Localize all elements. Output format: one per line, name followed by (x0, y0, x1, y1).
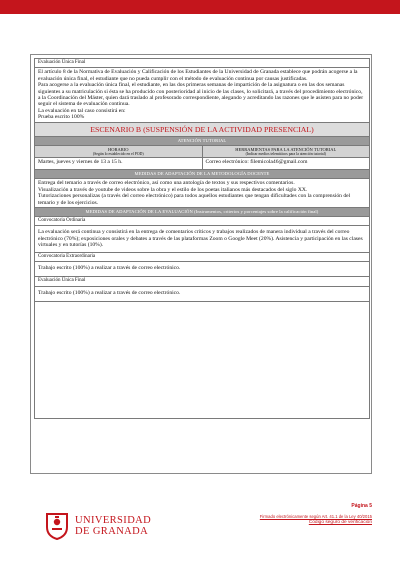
ordinary-text: La evaluación será continua y consistirá en la entrega de comentarios críticos y trabajos realizados de manera individual a través del correo electrónico (70%); exposiciones orales y debates a través de las plataformas Zoom o Google Meet (20%). Asistencia y participación en las clases virtuales y en tutorías (10%). (35, 226, 370, 252)
scenario-title: ESCENARIO B (SUSPENSIÓN DE LA ACTIVIDAD PRESENCIAL) (35, 122, 370, 136)
methodology-body-row (35, 179, 370, 208)
schedule-value: Martes, jueves y viernes de 13 a 15 h. (35, 158, 203, 170)
methodology-line-1: Entrega del temario a través de correo electrónico, así como una antología de textos y sus respectivos comentarios. (38, 180, 295, 187)
scenario-row (35, 122, 370, 136)
tutorial-columns-row (35, 145, 370, 158)
tools-column-title: HERRAMIENTAS PARA LA ATENCIÓN TUTORIAL (235, 146, 337, 152)
page-number: Página 5 (351, 503, 372, 509)
section-header-row (35, 59, 370, 68)
empty-row (35, 301, 370, 418)
methodology-heading: MEDIDAS DE ADAPTACIÓN DE LA METODOLOGÍA DOCENTE (35, 170, 370, 179)
ordinary-title: Convocatoria Ordinaria (35, 216, 370, 225)
top-red-bar (0, 0, 400, 14)
university-name-line-1: UNIVERSIDAD (75, 515, 152, 526)
tools-column-header (202, 145, 370, 158)
final-title-row (35, 277, 370, 286)
tutorial-heading: ATENCIÓN TUTORIAL (35, 136, 370, 145)
extra-body-row (35, 261, 370, 276)
university-name (75, 515, 151, 537)
signature-note[interactable]: Firmado electrónicamente según Art. 41.1 de la Ley 40/2015 (259, 514, 372, 519)
ordinary-title-row (35, 216, 370, 225)
methodology-line-2: Visualización a través de youtube de videos sobre la obra y el estilo de los poetas italianos más destacados del siglo XX. (38, 186, 308, 193)
schedule-column-subtitle: (Según lo establecido en el POD) (92, 151, 144, 156)
section-title: Evaluación Única Final (35, 59, 370, 68)
university-logo (44, 510, 204, 542)
section-body-row (35, 68, 370, 122)
paragraph-2: Para acogerse a la evaluación única final, el estudiante, en las dos primeras semanas de impartición de la asignatura o en las dos semanas siguientes a su matriculación si ésta se ha producido con posterioridad al inicio de las clases, lo solicitará, a través del procedimiento electrónico, a la Coordinación del Máster, quien dará traslado al profesorado correspondiente, alegando y acreditando las razones que le asisten para no poder seguir el sistema de evaluación continua. (38, 82, 364, 108)
paragraph-3: La evaluación en tal caso consistirá en: (38, 107, 126, 114)
extra-title: Convocatoria Extraordinaria (35, 252, 370, 261)
evaluation-heading: MEDIDAS DE ADAPTACIÓN DE LA EVALUACIÓN (Instrumentos, criterios y porcentajes sobre la calificación final) (35, 207, 370, 216)
university-name-line-2: DE GRANADA (75, 526, 149, 537)
schedule-column-header (35, 145, 203, 158)
extra-title-row (35, 252, 370, 261)
tutorial-values-row (35, 158, 370, 170)
university-crest-icon (44, 510, 70, 540)
section-body (35, 68, 370, 122)
methodology-line-3: Tutorizaciones personalizas (a través del correo electrónico) para todos aquellos estudiantes que tengan dificultades con la comprensión del temario y de los ejercicios. (38, 193, 351, 206)
tutorial-heading-row (35, 136, 370, 145)
paragraph-1: El artículo 8 de la Normativa de Evaluación y Calificación de los Estudiantes de la Universidad de Granada establece que podrán acogerse a la evaluación única final, el estudiante que no pueda cumplir con el método de evaluación continua por causas justificadas. (38, 69, 358, 82)
schedule-column-title: HORARIO (107, 146, 129, 152)
final-body-row (35, 286, 370, 301)
verification-code-link[interactable]: Código seguro de verificación (308, 520, 372, 525)
email-value: Correo electrónico: filemicola46@gmail.com (202, 158, 370, 170)
guide-table (34, 58, 370, 419)
empty-cell (35, 301, 370, 418)
document-frame (30, 54, 372, 474)
methodology-body (35, 179, 370, 208)
methodology-heading-row (35, 170, 370, 179)
final-title: Evaluación Única Final (35, 277, 370, 286)
ordinary-body-row (35, 226, 370, 252)
paragraph-4: Prueba escrito 100% (38, 114, 85, 121)
final-text: Trabajo escrito (100%) a realizar a través de correo electrónico. (35, 286, 370, 301)
footer-right (260, 503, 372, 526)
tools-column-subtitle: (Indicar medios telemáticos para la atención tutorial) (245, 151, 326, 156)
extra-text: Trabajo escrito (100%) a realizar a través de correo electrónico. (35, 261, 370, 276)
evaluation-heading-row (35, 207, 370, 216)
